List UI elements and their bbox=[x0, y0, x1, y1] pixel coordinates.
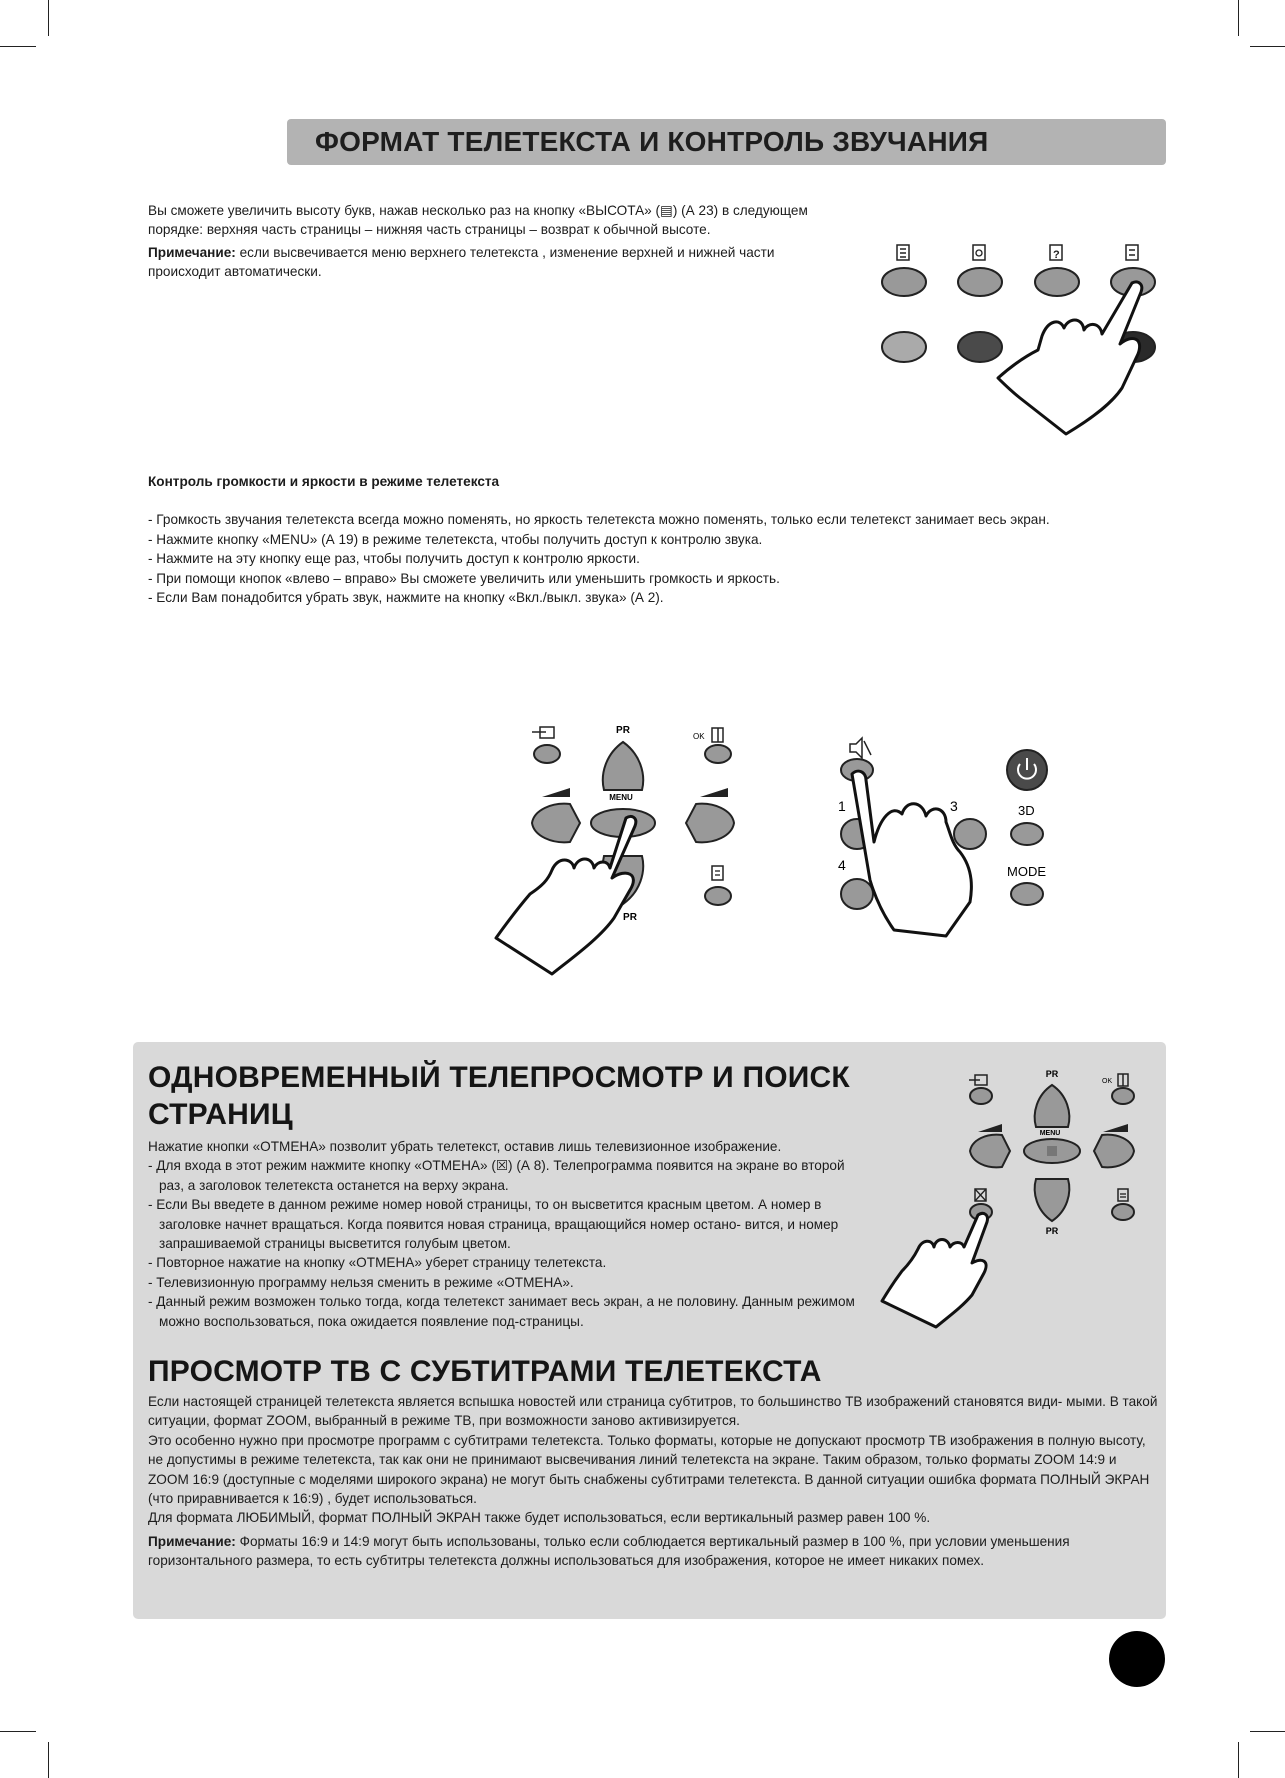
ok-label: OK bbox=[1102, 1078, 1113, 1085]
simultaneous-item: - Для входа в этот режим нажмите кнопку «ОТМЕНА» (☒) (А 8). Телепрограмма появится на экране во второй раз, а заголовок телетекста останется на верху экрана. bbox=[148, 1158, 845, 1193]
num-4-label: 4 bbox=[838, 857, 846, 873]
left-button[interactable] bbox=[532, 804, 580, 843]
volume-section bbox=[148, 472, 1158, 607]
simultaneous-title bbox=[148, 1059, 968, 1133]
size-icon bbox=[1126, 245, 1138, 260]
simultaneous-body bbox=[148, 1137, 858, 1331]
input-button[interactable] bbox=[970, 1088, 992, 1104]
section-header-bar bbox=[287, 119, 1166, 165]
color-button-dark[interactable] bbox=[958, 332, 1002, 362]
pr-down-label: PR bbox=[1045, 1226, 1059, 1236]
hand-icon bbox=[882, 1213, 987, 1327]
volume-item: - Громкость звучания телетекста всегда можно поменять, но яркость телетекста можно поменять, только если телетекст занимает весь экран. bbox=[148, 512, 1050, 528]
3d-label: 3D bbox=[1018, 803, 1035, 818]
menu-button-square bbox=[1047, 1146, 1057, 1156]
subtitles-paragraph: Для формата ЛЮБИМЫЙ, формат ПОЛНЫЙ ЭКРАН также будет использоваться, если вертикальный размер равен 100 %. bbox=[148, 1510, 931, 1526]
crop-mark bbox=[48, 0, 49, 36]
note-text: Форматы 16:9 и 14:9 могут быть использованы, только если соблюдается вертикальный размер в 100 %, при условии уменьшения горизонтального размера, то есть субтитры телетекста должны использоваться для изображения, которое не имеет никаких помех. bbox=[148, 1533, 1070, 1569]
subpage-icon bbox=[1118, 1189, 1128, 1201]
height-icon bbox=[897, 245, 909, 260]
input-icon bbox=[532, 727, 554, 738]
subtitles-paragraph: Если настоящей страницей телетекста является вспышка новостей или страница субтитров, то большинство ТВ изображений становятся види- мыми. В такой ситуации, формат ZOOM, выбранный в режиме ТВ, при возможности заново активизируется. bbox=[148, 1394, 1158, 1429]
mute-icon bbox=[850, 738, 871, 758]
pr-down-button[interactable] bbox=[1035, 1179, 1070, 1221]
ok-label: OK bbox=[693, 732, 705, 741]
crop-mark bbox=[1250, 1731, 1285, 1732]
teletext-button-1[interactable] bbox=[882, 268, 926, 296]
subpage-button[interactable] bbox=[1112, 1204, 1134, 1220]
note-label: Примечание: bbox=[148, 244, 236, 260]
volume-list bbox=[148, 510, 1158, 607]
right-button[interactable] bbox=[686, 804, 734, 843]
color-button-grey[interactable] bbox=[882, 332, 926, 362]
mode-label: MODE bbox=[1007, 864, 1046, 879]
hand-icon bbox=[852, 771, 971, 936]
crop-mark bbox=[1238, 1742, 1239, 1778]
crop-mark bbox=[1250, 46, 1285, 47]
num-3-label: 3 bbox=[950, 798, 958, 814]
reveal-icon bbox=[1050, 245, 1062, 261]
simultaneous-item: - Если Вы введете в данном режиме номер новой страницы, то он высветится красным цветом. А номер в заголовке начнет вращаться. Когда появится новая страница, вращающийся номер остано- вится, и номер запрашиваемой страницы высветится голубым цветом. bbox=[148, 1197, 839, 1252]
volume-item: - При помощи кнопок «влево – вправо» Вы сможете увеличить или уменьшить громкость и яркость. bbox=[148, 570, 780, 586]
menu-label: MENU bbox=[609, 793, 633, 802]
subtitles-body bbox=[148, 1392, 1158, 1571]
intro-block bbox=[148, 201, 808, 285]
teletext-button-2[interactable] bbox=[958, 268, 1002, 296]
hold-icon bbox=[1118, 1074, 1128, 1086]
crop-mark bbox=[48, 1742, 49, 1778]
left-button[interactable] bbox=[970, 1135, 1010, 1168]
menu-remote-figure bbox=[490, 718, 750, 988]
volume-down-icon bbox=[542, 788, 570, 797]
page-number-badge bbox=[1109, 1631, 1165, 1687]
ok-button[interactable] bbox=[705, 745, 731, 763]
subpage-icon bbox=[712, 866, 723, 880]
simultaneous-item: - Повторное нажатие на кнопку «ОТМЕНА» уберет страницу телетекста. bbox=[148, 1255, 607, 1271]
cancel-remote-figure bbox=[878, 1065, 1158, 1335]
pr-down-label: PR bbox=[623, 912, 637, 923]
volume-up-icon bbox=[700, 788, 728, 797]
subpage-button[interactable] bbox=[705, 887, 731, 905]
pr-up-button[interactable] bbox=[603, 742, 643, 790]
3d-button[interactable] bbox=[1011, 823, 1043, 845]
input-icon bbox=[969, 1075, 987, 1085]
crop-mark bbox=[0, 1731, 36, 1732]
page-title: ФОРМАТ ТЕЛЕТЕКСТА И КОНТРОЛЬ ЗВУЧАНИЯ bbox=[315, 126, 989, 157]
subtitles-title: ПРОСМОТР ТВ С СУБТИТРАМИ ТЕЛЕТЕКСТА bbox=[148, 1355, 822, 1388]
intro-note bbox=[148, 243, 808, 282]
note-label: Примечание: bbox=[148, 1533, 236, 1549]
volume-item: - Нажмите на эту кнопку еще раз, чтобы получить доступ к контролю яркости. bbox=[148, 551, 640, 567]
volume-heading: Контроль громкости и яркости в режиме телетекста bbox=[148, 474, 500, 489]
simultaneous-item: - Телевизионную программу нельзя сменить в режиме «ОТМЕНА». bbox=[148, 1274, 574, 1290]
simultaneous-list bbox=[148, 1156, 858, 1331]
simultaneous-item: - Данный режим возможен только тогда, когда телетекст занимает весь экран, а не половину. Данным режимом можно воспользоваться, пока ожидается появление под-страницы. bbox=[148, 1294, 855, 1329]
note-text: если высвечивается меню верхнего телетекста , изменение верхней и нижней части происходит автоматически. bbox=[148, 244, 775, 280]
num-3-button[interactable] bbox=[954, 819, 986, 849]
pr-up-label: PR bbox=[1045, 1069, 1059, 1079]
intro-paragraph: Вы сможете увеличить высоту букв, нажав несколько раз на кнопку «ВЫСОТА» (▤) (А 23) в следующем порядке: верхняя часть страницы – нижняя часть страницы – возврат к обычной высоте. bbox=[148, 203, 808, 238]
crop-mark bbox=[1238, 0, 1239, 36]
right-button[interactable] bbox=[1094, 1135, 1134, 1168]
svg-text:?: ? bbox=[1053, 249, 1060, 261]
pr-up-button[interactable] bbox=[1035, 1085, 1070, 1127]
volume-item: - Если Вам понадобится убрать звук, нажмите на кнопку «Вкл./выкл. звука» (А 2). bbox=[148, 590, 664, 606]
menu-label: MENU bbox=[1039, 1130, 1061, 1137]
pr-up-label: PR bbox=[616, 725, 630, 736]
mode-button[interactable] bbox=[1011, 883, 1043, 905]
cancel-icon bbox=[975, 1189, 986, 1201]
teletext-button-3[interactable] bbox=[1035, 268, 1079, 296]
volume-item: - Нажмите кнопку «MENU» (А 19) в режиме телетекста, чтобы получить доступ к контролю звука. bbox=[148, 531, 763, 547]
volume-up-icon bbox=[1103, 1124, 1128, 1132]
index-icon bbox=[973, 245, 985, 260]
subtitles-note bbox=[148, 1532, 1158, 1571]
simultaneous-title-line1: ОДНОВРЕМЕННЫЙ ТЕЛЕПРОСМОТР И ПОИСК bbox=[148, 1061, 850, 1094]
subtitles-paragraph: Это особенно нужно при просмотре программ с субтитрами телетекста. Только форматы, которые не допускают просмотр ТВ изображения в полную высоту, не допустимы в режиме телетекста, так как они не принимают высвечивания линий телетекста на экране. Таким образом, только форматы ZOOM 14:9 и ZOOM 16:9 (доступные с моделями широкого экрана) не могут быть снабжены субтитрами телетекста. В данной ситуации ошибка формата ПОЛНЫЙ ЭКРАН (что приравнивается к 16:9) , будет использоваться. bbox=[148, 1432, 1150, 1507]
ok-button[interactable] bbox=[1112, 1088, 1134, 1104]
simultaneous-intro: Нажатие кнопки «ОТМЕНА» позволит убрать телетекст, оставив лишь телевизионное изображение. bbox=[148, 1139, 782, 1154]
num-1-label: 1 bbox=[838, 798, 846, 814]
input-button[interactable] bbox=[534, 745, 560, 763]
num-4-button[interactable] bbox=[841, 879, 873, 909]
volume-down-icon bbox=[978, 1124, 1002, 1132]
hand-icon bbox=[998, 282, 1142, 434]
hold-icon bbox=[712, 728, 723, 742]
mute-remote-figure bbox=[822, 730, 1082, 945]
teletext-buttons-figure bbox=[870, 238, 1170, 453]
simultaneous-title-line2: СТРАНИЦ bbox=[148, 1098, 293, 1131]
crop-mark bbox=[0, 46, 36, 47]
